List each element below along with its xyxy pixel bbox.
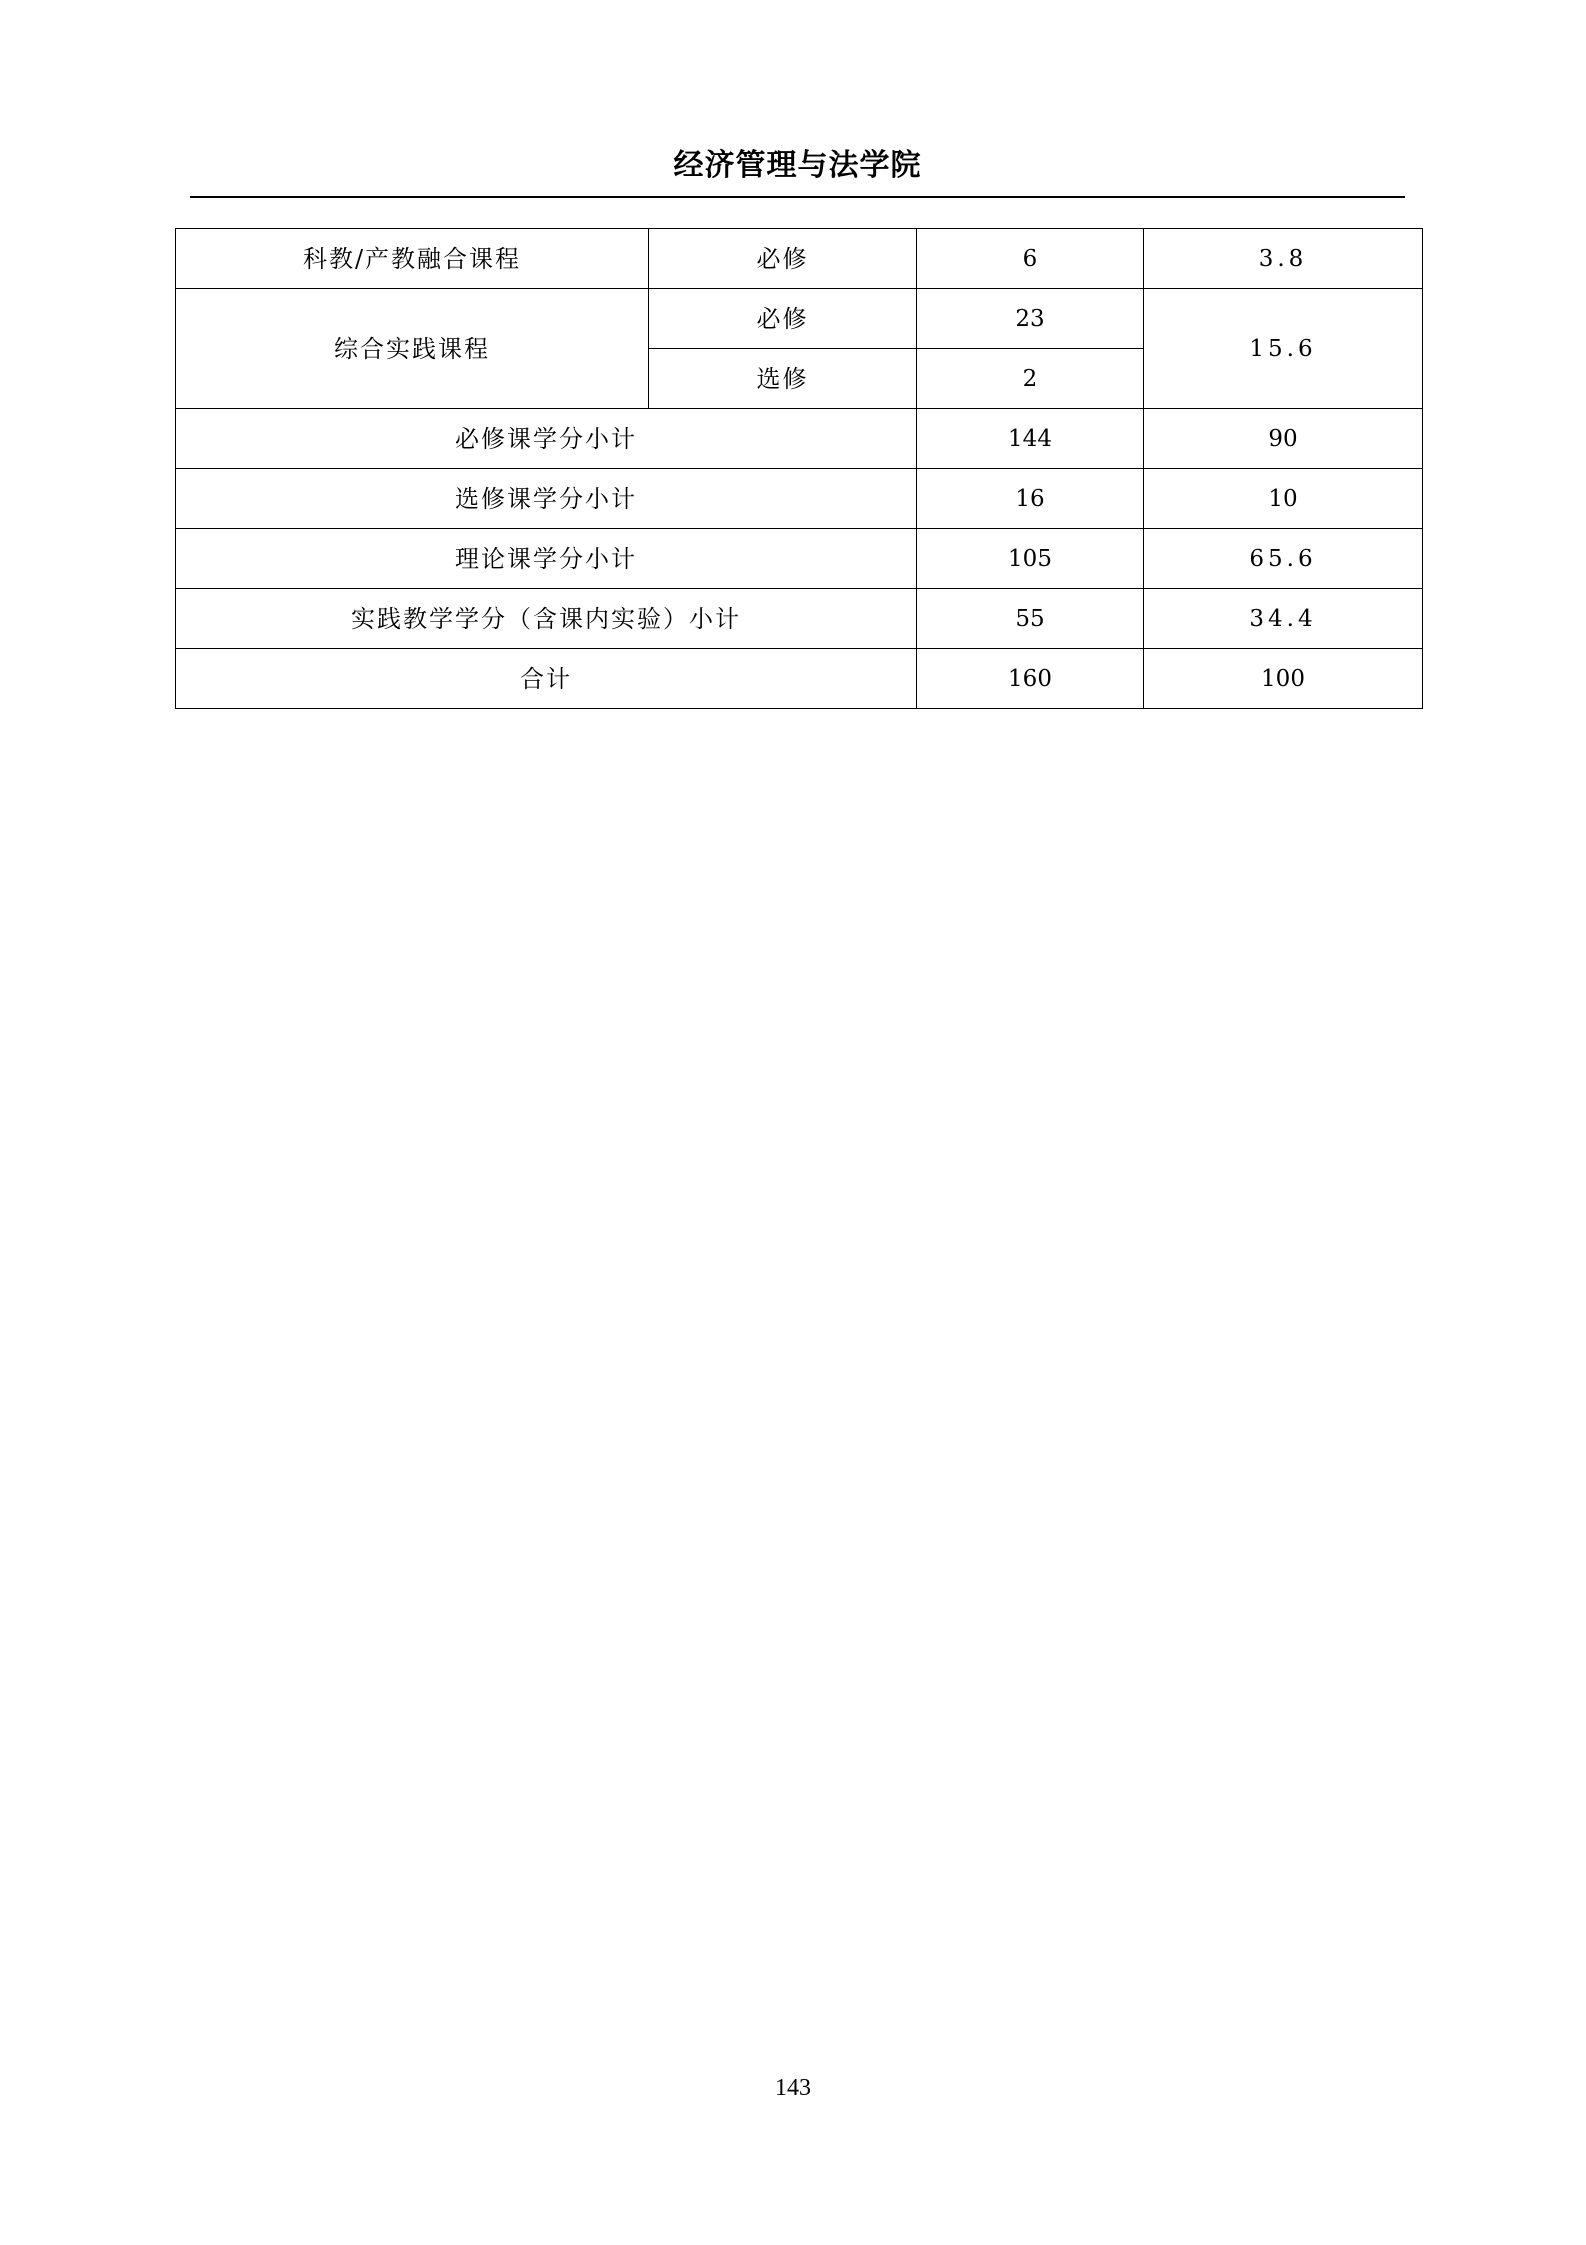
category-cell: 必修课学分小计 [176,409,917,469]
credit-summary-table [175,228,1423,709]
percent-cell: 3.8 [1144,229,1423,289]
page-header-title: 经济管理与法学院 [673,148,922,183]
credits-cell: 23 [917,289,1144,349]
percent-cell: 34.4 [1144,589,1423,649]
credits-cell: 6 [917,229,1144,289]
table-row [176,529,1423,589]
credits-cell: 105 [917,529,1144,589]
credits-cell: 55 [917,589,1144,649]
category-cell: 合计 [176,649,917,709]
percent-cell: 90 [1144,409,1423,469]
page-number: 143 [775,2075,811,2101]
course-type-cell: 必修 [649,229,917,289]
course-type-cell: 必修 [649,289,917,349]
page-header [190,140,1405,198]
table-row [176,469,1423,529]
percent-cell: 65.6 [1144,529,1423,589]
category-cell: 科教/产教融合课程 [176,229,649,289]
table-row [176,229,1423,289]
credits-cell: 160 [917,649,1144,709]
percent-cell: 15.6 [1144,289,1423,409]
credits-cell: 16 [917,469,1144,529]
credits-cell: 2 [917,349,1144,409]
category-cell: 理论课学分小计 [176,529,917,589]
table-row [176,589,1423,649]
category-cell: 实践教学学分（含课内实验）小计 [176,589,917,649]
percent-cell: 100 [1144,649,1423,709]
table-row [176,409,1423,469]
table-row [176,649,1423,709]
course-type-cell: 选修 [649,349,917,409]
category-cell: 综合实践课程 [176,289,649,409]
category-cell: 选修课学分小计 [176,469,917,529]
percent-cell: 10 [1144,469,1423,529]
credits-cell: 144 [917,409,1144,469]
table-row [176,289,1423,349]
